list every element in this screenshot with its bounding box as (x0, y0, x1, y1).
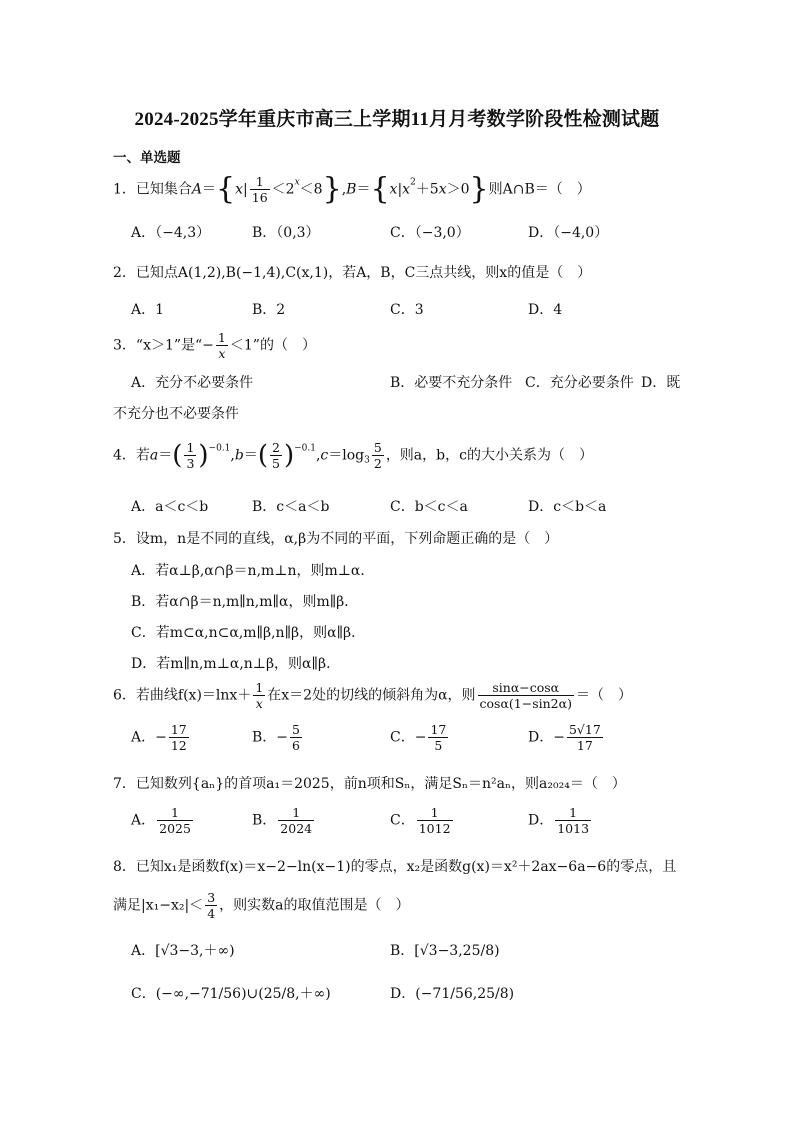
question-1-stem: 1．已知集合 (113, 181, 192, 198)
question-6-stem-b: 在x＝2处的切线的倾斜角为α，则 (267, 687, 476, 704)
q2-option-b[interactable]: B．2 (252, 302, 286, 318)
q6-option-b[interactable]: B．− $\frac{5}{6}$ (252, 722, 300, 753)
q3-option-a[interactable]: A．充分不必要条件 (131, 375, 254, 391)
q5-option-a[interactable]: A．若α⊥β,α∩β＝n,m⊥n，则m⊥α． (131, 563, 375, 579)
page-title: 2024-2025学年重庆市高三上学期11月月考数学阶段性检测试题 (134, 109, 660, 130)
q4-option-d[interactable]: D．c＜b＜a (528, 499, 607, 515)
q2-option-a[interactable]: A．1 (131, 302, 165, 318)
q1-option-c[interactable]: C．（−3,0） (390, 225, 470, 241)
q8-option-c[interactable]: C．(−∞,−71/56)∪(25/8,＋∞) (131, 986, 331, 1002)
q4-option-b[interactable]: B．c＜a＜b (252, 499, 330, 515)
q4-option-a[interactable]: A．a＜c＜b (131, 499, 209, 515)
q1-option-d[interactable]: D．（−4,0） (528, 225, 609, 241)
question-8-line2: 满足|x₁−x₂|＜ $\frac{3}{4}$ ，则实数a的取值范围是（ ） (113, 890, 410, 921)
q5-option-c[interactable]: C．若m⊂α,n⊂α,m∥β,n∥β，则α∥β． (131, 625, 366, 641)
q7-option-c[interactable]: C． $\frac{1}{1012}$ (390, 805, 451, 836)
question-4-tail: ，则a，b，c的大小关系为（ ） (385, 447, 593, 464)
q7-option-d[interactable]: D． $\frac{1}{1013}$ (528, 805, 590, 836)
question-6-stem-a: 6．若曲线f(x)＝lnx＋ (113, 687, 252, 704)
q5-option-d[interactable]: D．若m∥n,m⊥α,n⊥β，则α∥β． (131, 656, 341, 672)
question-3-stem-b: ＜1”的（ ） (229, 337, 316, 354)
q7-option-b[interactable]: B． $\frac{1}{2024}$ (252, 805, 313, 836)
question-6: 6．若曲线f(x)＝lnx＋ $\frac{1}{x}$ 在x＝2处的切线的倾斜角为α，则 $\frac{\sin\alpha-\cos\alpha}{\cos\alpha(1-\sin 2\alpha)}$ ＝（ ） (113, 680, 632, 711)
q3-option-d[interactable]: D．既 (641, 375, 681, 391)
q6-option-a[interactable]: A．− $\frac{17}{12}$ (131, 722, 187, 753)
q3-option-b[interactable]: B．必要不充分条件 (390, 375, 513, 391)
q8-option-d[interactable]: D．(−71/56,25/8) (390, 986, 515, 1002)
q8-option-a[interactable]: A．[√3−3,＋∞) (131, 943, 235, 959)
question-4: 4．若a＝( $\frac{1}{3}$ )$^{-0.1}$,b＝( $\frac{2}{5}$ )$^{-0.1},c=\log_3$ $\frac{5}{2}$ ，则a，b，c的大小关系为（ ） (113, 440, 593, 471)
question-7: 7．已知数列{aₙ}的首项a₁＝2025，前n项和Sₙ，满足Sₙ＝n²aₙ，则a₂₀₂₄＝（ ） (113, 776, 626, 792)
question-5: 5．设m，n是不同的直线，α,β为不同的平面，下列命题正确的是（ ） (113, 531, 559, 547)
q2-option-d[interactable]: D．4 (528, 302, 563, 318)
section-heading: 一、单选题 (113, 150, 181, 166)
q7-option-a[interactable]: A． $\frac{1}{2025}$ (131, 805, 191, 836)
q2-option-c[interactable]: C．3 (390, 302, 424, 318)
q1-option-b[interactable]: B．（0,3） (252, 225, 320, 241)
question-8: 8．已知x₁是函数f(x)＝x−2−ln(x−1)的零点，x₂是函数g(x)＝x²＋2ax−6a−6的零点，且 (113, 859, 677, 875)
q6-option-c[interactable]: C．− $\frac{17}{5}$ (390, 722, 447, 753)
question-3-stem-a: 3．“x＞1”是“− (113, 337, 214, 354)
q5-option-b[interactable]: B．若α∩β＝n,m∥n,m∥α，则m∥β． (131, 594, 359, 610)
q8-option-b[interactable]: B．[√3−3,25/8) (390, 943, 500, 959)
question-1: 1．已知集合A＝{x| $\frac{1}{16}$ $<2^x<8\},B=\{x|x^2+5x>0\}$则A∩B＝（ ） (113, 171, 591, 207)
q3-option-c[interactable]: C．充分必要条件 (525, 375, 634, 391)
q3-option-d-wrap: 不充分也不必要条件 (113, 406, 239, 422)
question-8-line2-a: 满足|x₁−x₂|＜ (113, 897, 204, 914)
q4-option-c[interactable]: C．b＜c＜a (390, 499, 468, 515)
question-8-line2-b: ，则实数a的取值范围是（ ） (219, 897, 410, 914)
question-2: 2．已知点A(1,2),B(−1,4),C(x,1)，若A，B，C三点共线，则x的值是（ ） (113, 265, 592, 281)
q6-option-d[interactable]: D．− $\frac{5√17}{17}$ (528, 722, 601, 753)
q1-option-a[interactable]: A．（−4,3） (131, 225, 211, 241)
question-1-tail: 则A∩B＝（ ） (488, 181, 591, 198)
question-6-stem-c: ＝（ ） (575, 687, 632, 704)
question-3: 3．“x＞1”是“− $\frac{1}{x}$ ＜1”的（ ） (113, 330, 316, 361)
